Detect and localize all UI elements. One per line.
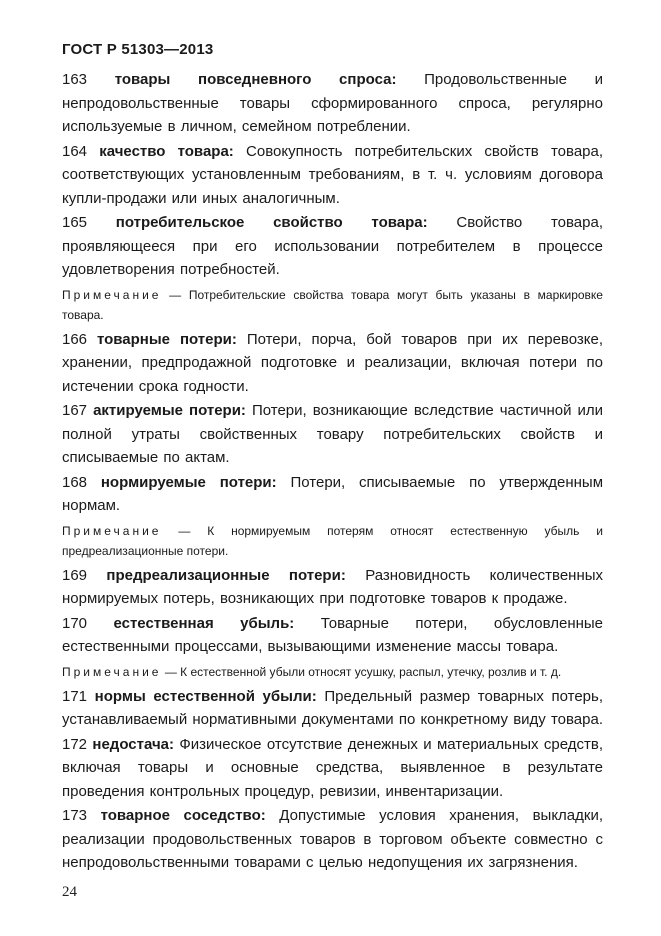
term-paragraph (62, 399, 603, 470)
term-name: товарные потери: (96, 330, 237, 348)
note-text: — К нормируемым потерям относят естественную убыль и предреализационные потери. (62, 523, 603, 558)
term-definition: Потери, возникающие вследствие частичной или полной утраты свойственных товару потребительских свойств и списываемые по актам. (62, 402, 603, 466)
note-label: Примечание (62, 287, 162, 302)
page-number: 24 (62, 883, 77, 900)
term-definition: Свойство товара, проявляющееся при его использовании потребителем в процессе удовлетворения потребностей. (62, 214, 603, 278)
term-paragraph (62, 140, 603, 211)
term-definition: Потери, списываемые по утвержденным нормам. (62, 473, 604, 514)
term-definition: Допустимые условия хранения, выкладки, реализации продовольственных товаров в торговом объекте совместно с непродовольственными товарами с целью недопущения их загрязнения. (62, 807, 604, 871)
term-name: предреализационные потери: (106, 566, 346, 584)
term-number: 173 (62, 807, 88, 824)
term-name: товарное соседство: (100, 807, 266, 824)
term-number: 169 (62, 566, 88, 584)
term-note (62, 521, 603, 561)
term-name: качество товара: (99, 142, 234, 160)
term-name: потребительское свойство товара: (115, 214, 428, 231)
note-text: — К естественной убыли относят усушку, распыл, утечку, розлив и т. д. (164, 664, 562, 679)
term-name: недостача: (92, 735, 174, 753)
term-definition: Физическое отсутствие денежных и материальных средств, включая товары и основные средства, выявленное в результате проведения контрольных процедур, ревизии, инвентаризации. (62, 735, 604, 800)
term-number: 163 (62, 71, 88, 88)
term-name: нормы естественной убыли: (94, 687, 317, 705)
note-label: Примечание (62, 523, 162, 538)
term-number: 164 (62, 142, 88, 160)
term-definition: Потери, порча, бой товаров при их перевозке, хранении, предпродажной подготовке и реализации, включая потери по истечении срока годности. (62, 330, 604, 395)
term-paragraph (62, 612, 603, 659)
term-paragraph (62, 733, 603, 804)
term-paragraph (62, 471, 603, 518)
note-label: Примечание (62, 664, 162, 679)
term-number: 166 (62, 330, 88, 348)
document-header: ГОСТ Р 51303—2013 (62, 41, 214, 58)
note-text: — Потребительские свойства товара могут быть указаны в маркировке товара. (62, 287, 603, 322)
term-number: 167 (62, 402, 88, 419)
term-name: товары повседневного спроса: (114, 71, 397, 88)
term-name: нормируемые потери: (100, 473, 277, 491)
term-paragraph (62, 211, 603, 282)
term-paragraph (62, 564, 603, 611)
term-number: 171 (62, 687, 88, 705)
term-definition: Продовольственные и непродовольственные товары сформированного спроса, регулярно используемые в личном, семейном потреблении. (62, 71, 604, 135)
term-note (62, 285, 603, 325)
term-paragraph (62, 804, 603, 875)
term-definition: Разновидность количественных нормируемых потерь, возникающих при подготовке товаров к продаже. (62, 566, 604, 607)
term-number: 172 (62, 735, 88, 753)
term-name: естественная убыль: (113, 614, 295, 632)
terms-list (62, 68, 603, 875)
term-number: 168 (62, 473, 88, 491)
term-number: 170 (62, 614, 88, 632)
term-definition: Предельный размер товарных потерь, устанавливаемый нормативными документами по конкретному виду товара. (62, 687, 604, 728)
term-paragraph (62, 328, 603, 399)
term-paragraph (62, 685, 603, 732)
term-definition: Совокупность потребительских свойств товара, соответствующих установленным требованиям, в т. ч. условиям договора купли-продажи или иных аналогичным. (62, 142, 604, 207)
term-number: 165 (62, 214, 88, 231)
term-paragraph (62, 68, 603, 139)
term-name: актируемые потери: (93, 402, 246, 419)
term-definition: Товарные потери, обусловленные естественными процессами, вызывающими изменение массы товара. (62, 614, 604, 655)
term-note (62, 662, 603, 682)
